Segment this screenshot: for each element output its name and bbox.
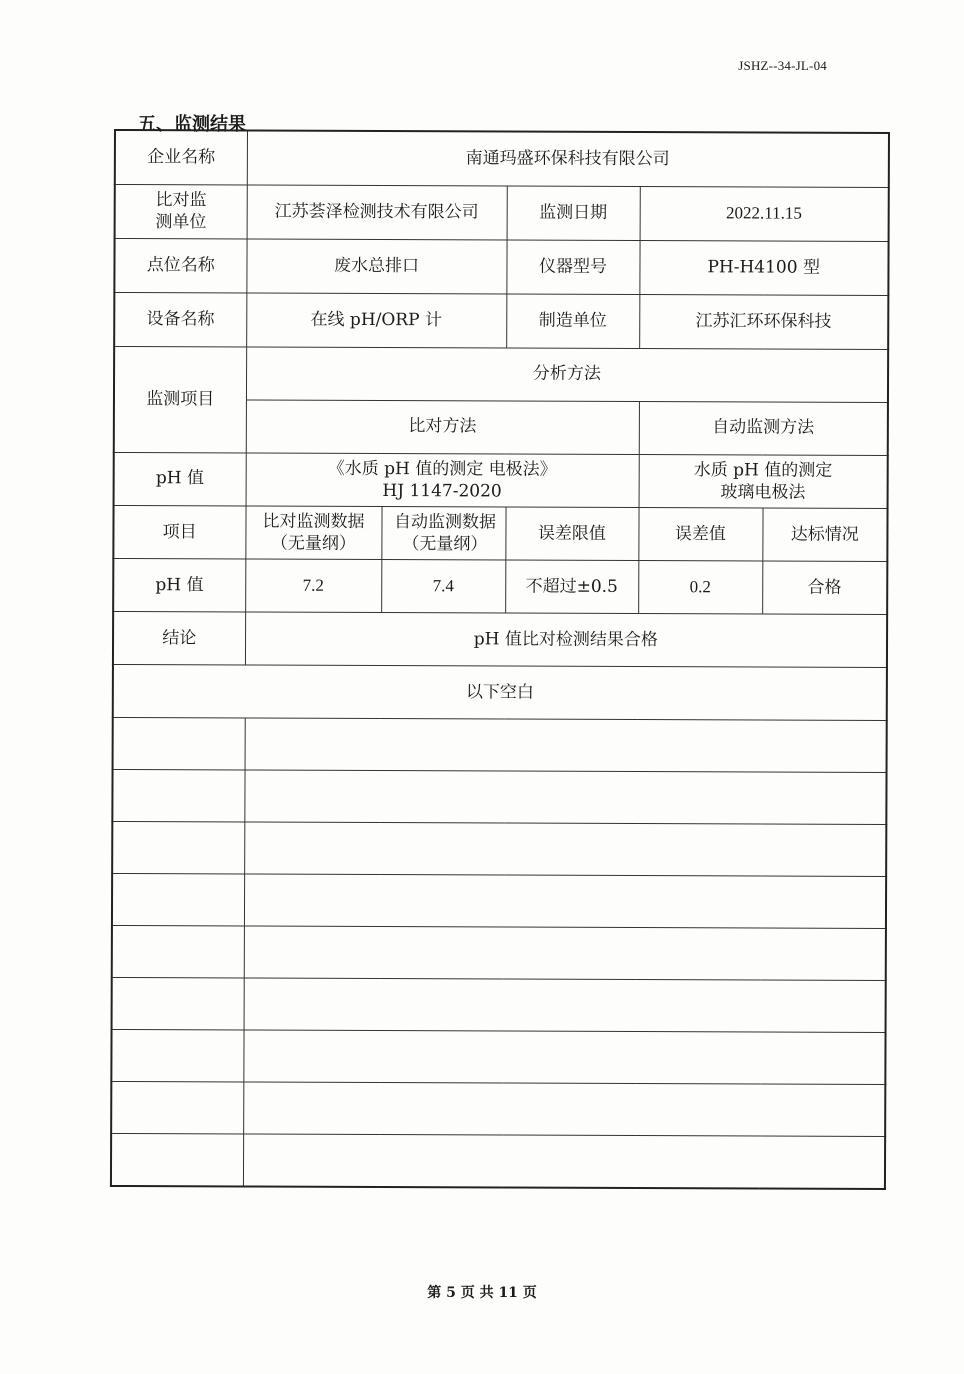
results-item: pH 值 [113, 558, 245, 612]
row-blank-note [113, 664, 887, 720]
blank-row [112, 978, 886, 1033]
company-value: 南通玛盛环保科技有限公司 [247, 131, 889, 188]
section-title: 五、监测结果 [138, 114, 246, 135]
error-value: 0.2 [638, 560, 762, 614]
error-limit: 不超过±0.5 [505, 560, 638, 614]
maker-value: 江苏汇环环保科技 [639, 294, 888, 349]
row-monitoring-unit [115, 184, 889, 241]
blank-row [112, 874, 886, 929]
blank-row [111, 1134, 885, 1189]
analysis-method-label: 分析方法 [246, 347, 888, 403]
auto-data-header: 自动监测数据（无量纲） [381, 506, 505, 560]
page-number: 第 5 页 共 11 页 [427, 1285, 537, 1301]
auto-method-name: 水质 pH 值的测定 [693, 459, 833, 481]
status-value: 合格 [762, 561, 887, 615]
date-value: 2022.11.15 [640, 186, 889, 241]
blank-row [111, 1030, 885, 1085]
blank-note: 以下空白 [113, 664, 887, 720]
compare-method-name: 《水质 pH 值的测定 电极法》 [327, 458, 557, 480]
error-header: 误差值 [638, 507, 762, 561]
row-company [115, 130, 889, 187]
blank-row [113, 718, 887, 773]
date-label: 监测日期 [507, 186, 640, 241]
compare-data-header: 比对监测数据（无量纲） [245, 506, 381, 560]
maker-label: 制造单位 [506, 294, 639, 349]
row-results [113, 558, 887, 614]
blank-row [112, 822, 886, 877]
device-label: 设备名称 [114, 292, 246, 347]
row-conclusion [113, 611, 887, 667]
compare-method-label: 比对方法 [246, 400, 639, 455]
auto-method-value [639, 454, 888, 508]
row-ph-methods [114, 452, 888, 508]
row-results-header [113, 505, 887, 561]
point-label: 点位名称 [114, 238, 246, 293]
conclusion-value: pH 值比对检测结果合格 [245, 612, 887, 668]
model-value: PH-H4100 型 [639, 240, 888, 295]
results-item-header: 项目 [113, 505, 245, 559]
auto-method-label: 自动监测方法 [639, 401, 888, 455]
compare-method-value [246, 453, 639, 508]
device-value: 在线 pH/ORP 计 [246, 293, 506, 348]
point-value: 废水总排口 [246, 239, 506, 294]
unit-label: 比对监测单位 [115, 184, 247, 239]
unit-value: 江苏荟泽检测技术有限公司 [247, 185, 507, 240]
status-header: 达标情况 [762, 508, 887, 562]
row-device [114, 292, 888, 349]
row-point [114, 238, 888, 295]
document-code: JSHZ--34-JL-04 [738, 58, 827, 73]
blank-row [111, 1082, 885, 1137]
monitoring-results-table [110, 129, 890, 1190]
row-analysis-method [114, 346, 888, 402]
blank-row [112, 770, 886, 825]
conclusion-label: 结论 [113, 611, 245, 665]
compare-value: 7.2 [245, 559, 381, 613]
ph-method-item: pH 值 [114, 452, 246, 506]
company-label: 企业名称 [115, 130, 247, 185]
blank-row [112, 926, 886, 981]
compare-method-standard: HJ 1147-2020 [382, 480, 502, 502]
limit-header: 误差限值 [505, 507, 638, 561]
monitoring-item-label: 监测项目 [114, 346, 246, 453]
auto-value: 7.4 [381, 559, 505, 613]
model-label: 仪器型号 [506, 240, 639, 295]
auto-method-name-2: 玻璃电极法 [720, 482, 806, 503]
